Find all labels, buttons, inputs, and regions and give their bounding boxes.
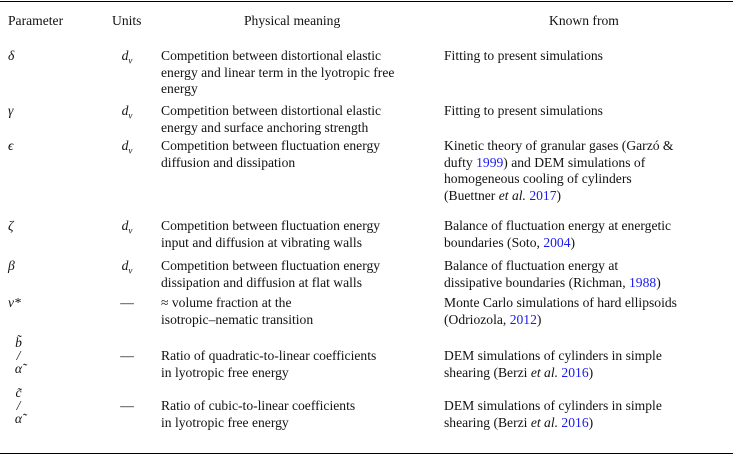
known-line bbox=[444, 48, 603, 65]
known-line bbox=[444, 295, 677, 312]
meaning-line: energy and surface anchoring strength bbox=[161, 119, 369, 135]
units: — bbox=[120, 348, 134, 363]
meaning-line: Competition between fluctuation energy bbox=[161, 138, 381, 153]
citation-year-link[interactable]: 1988 bbox=[629, 274, 657, 290]
text-segment: ) bbox=[656, 274, 661, 290]
known-line bbox=[444, 218, 671, 235]
known-line bbox=[444, 188, 674, 205]
known-line bbox=[444, 171, 674, 188]
physical-meaning bbox=[161, 48, 394, 98]
physical-meaning bbox=[161, 138, 380, 171]
header-known: Known from bbox=[549, 13, 619, 28]
text-segment: shearing (Berzi bbox=[444, 414, 531, 430]
parameter-symbol: δ bbox=[8, 48, 15, 63]
known-from bbox=[444, 138, 674, 204]
text-segment: dissipative boundaries (Richman, bbox=[444, 274, 629, 290]
text-segment: DEM simulations of cylinders in simple bbox=[444, 398, 662, 413]
meaning-line: diffusion and dissipation bbox=[161, 154, 296, 170]
physical-meaning bbox=[161, 218, 380, 251]
units: — bbox=[120, 295, 134, 310]
known-from bbox=[444, 295, 677, 328]
parameter-fraction: c̃/α̃ bbox=[14, 385, 23, 426]
known-line bbox=[444, 155, 674, 172]
meaning-line: Competition between distortional elastic bbox=[161, 48, 382, 63]
text-segment: ) bbox=[570, 234, 576, 250]
known-from bbox=[444, 218, 671, 251]
known-line bbox=[444, 398, 662, 415]
known-from bbox=[444, 48, 603, 65]
text-segment: (Buettner bbox=[444, 187, 499, 203]
physical-meaning bbox=[161, 103, 381, 136]
text-segment: homogeneous cooling of cylinders bbox=[444, 171, 632, 186]
text-segment: DEM simulations of cylinders in simple bbox=[444, 348, 662, 363]
text-segment: Monte Carlo simulations of hard ellipsoids bbox=[444, 295, 677, 310]
meaning-line: dissipation and diffusion at flat walls bbox=[161, 274, 362, 290]
parameter-fraction: b̃/α̃ bbox=[14, 335, 23, 376]
citation-year-link[interactable]: 2017 bbox=[529, 187, 557, 203]
text-segment: ) and DEM simulations of bbox=[503, 154, 646, 170]
units: — bbox=[120, 398, 134, 413]
parameter-symbol: ν* bbox=[8, 295, 21, 310]
citation-year-link[interactable]: 2016 bbox=[561, 364, 589, 380]
text-segment: boundaries (Soto, bbox=[444, 234, 544, 250]
meaning-line: in lyotropic free energy bbox=[161, 414, 289, 430]
meaning-line: energy bbox=[161, 81, 198, 96]
physical-meaning bbox=[161, 295, 313, 328]
known-line bbox=[444, 275, 661, 292]
text-segment: ) bbox=[588, 364, 594, 380]
citation-year-link[interactable]: 2016 bbox=[561, 414, 589, 430]
parameter-symbol: γ bbox=[8, 103, 14, 118]
units: $d_v$ bbox=[121, 138, 133, 156]
text-segment: Balance of fluctuation energy at energetic bbox=[444, 218, 672, 233]
top-rule bbox=[0, 1, 733, 2]
text-segment: et al. bbox=[530, 364, 559, 380]
citation-year-link[interactable]: 2004 bbox=[543, 234, 571, 250]
text-segment: shearing (Berzi bbox=[444, 364, 531, 380]
meaning-line: Ratio of quadratic-to-linear coefficients bbox=[161, 348, 377, 363]
known-line bbox=[444, 312, 677, 329]
header-meaning: Physical meaning bbox=[244, 13, 341, 28]
units: $d_v$ bbox=[121, 218, 133, 236]
citation-year-link[interactable]: 1999 bbox=[476, 154, 504, 170]
parameter-symbol: ζ bbox=[8, 218, 14, 233]
known-from bbox=[444, 103, 603, 120]
meaning-line: Competition between fluctuation energy bbox=[161, 258, 381, 273]
units: $d_v$ bbox=[121, 103, 133, 121]
bottom-rule bbox=[0, 453, 733, 454]
meaning-line: ≈ volume fraction at the bbox=[161, 295, 292, 310]
units: $d_v$ bbox=[121, 48, 133, 66]
known-line bbox=[444, 415, 662, 432]
parameter-symbol: ϵ bbox=[8, 138, 14, 153]
text-segment: Balance of fluctuation energy at bbox=[444, 258, 619, 273]
text-segment: (Odriozola, bbox=[444, 311, 510, 327]
text-segment: Fitting to present simulations bbox=[444, 103, 603, 118]
known-from bbox=[444, 398, 662, 431]
meaning-line: Competition between fluctuation energy bbox=[161, 218, 381, 233]
meaning-line: Competition between distortional elastic bbox=[161, 103, 382, 118]
known-line bbox=[444, 348, 662, 365]
physical-meaning bbox=[161, 258, 380, 291]
citation-year-link[interactable]: 2012 bbox=[509, 311, 537, 327]
physical-meaning bbox=[161, 348, 376, 381]
meaning-line: isotropic–nematic transition bbox=[161, 311, 314, 327]
text-segment: ) bbox=[588, 414, 594, 430]
parameter-symbol: β bbox=[8, 258, 15, 273]
text-segment: ) bbox=[556, 187, 562, 203]
text-segment: Kinetic theory of granular gases (Garzó & bbox=[444, 138, 674, 153]
known-line bbox=[444, 235, 671, 252]
header-parameter: Parameter bbox=[8, 13, 64, 28]
text-segment: Fitting to present simulations bbox=[444, 48, 603, 63]
meaning-line: energy and linear term in the lyotropic free bbox=[161, 64, 395, 80]
known-from bbox=[444, 258, 661, 291]
known-line bbox=[444, 138, 674, 155]
known-line bbox=[444, 103, 603, 120]
text-segment: ) bbox=[536, 311, 542, 327]
meaning-line: in lyotropic free energy bbox=[161, 364, 289, 380]
meaning-line: input and diffusion at vibrating walls bbox=[161, 234, 362, 250]
text-segment: dufty bbox=[444, 154, 477, 170]
text-segment: et al. bbox=[498, 187, 526, 203]
known-from bbox=[444, 348, 662, 381]
header-units: Units bbox=[112, 13, 142, 28]
text-segment: et al. bbox=[530, 414, 559, 430]
units: $d_v$ bbox=[121, 258, 133, 276]
known-line bbox=[444, 365, 662, 382]
meaning-line: Ratio of cubic-to-linear coefficients bbox=[161, 398, 356, 413]
known-line bbox=[444, 258, 661, 275]
physical-meaning bbox=[161, 398, 355, 431]
